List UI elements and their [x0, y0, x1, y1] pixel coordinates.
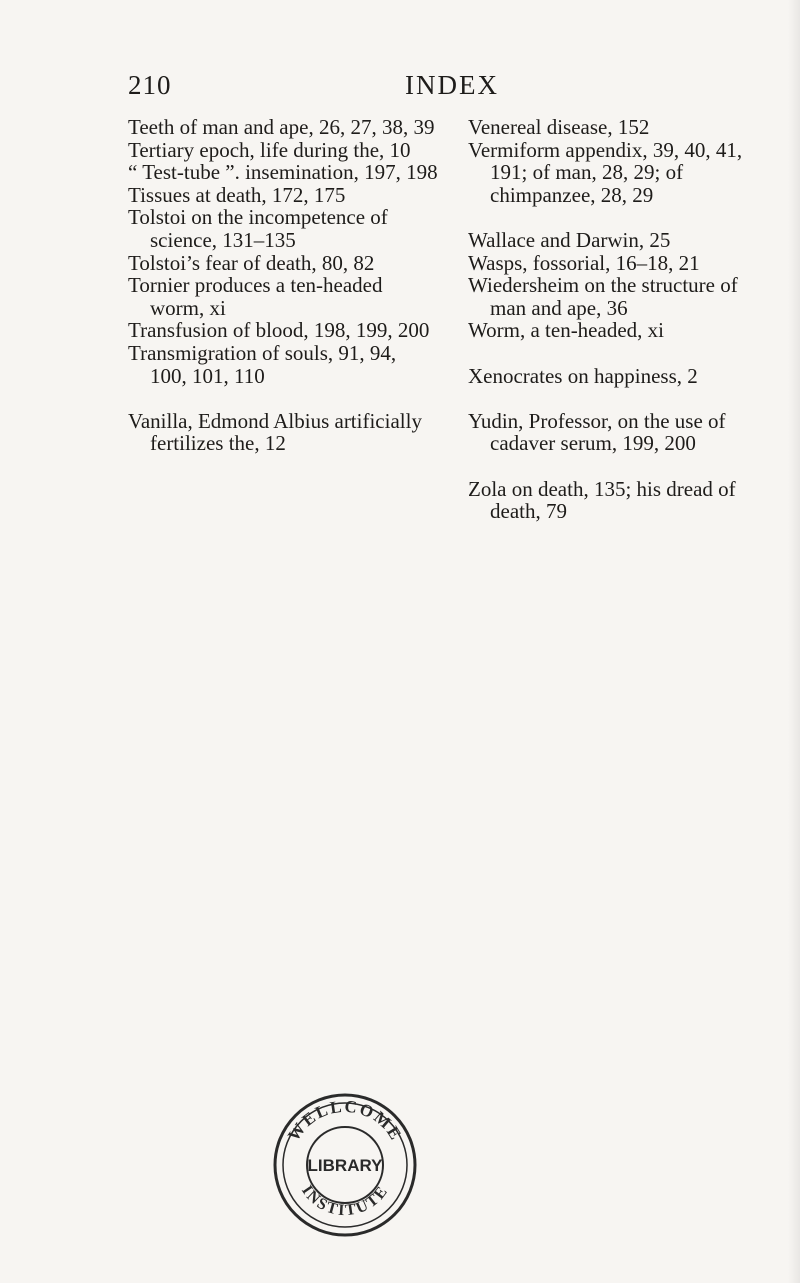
index-entry: Transfusion of blood, 198, 199, 200: [128, 318, 430, 343]
index-column-left: [128, 116, 438, 455]
index-entry: Tolstoi’s fear of death, 80, 82: [128, 250, 375, 275]
stamp-top-text: WELLCOME: [284, 1096, 407, 1145]
index-entry: Venereal disease, 152: [468, 115, 650, 139]
entry-gap: [468, 342, 773, 365]
index-entry: “ Test-tube ”. insemination, 197, 198: [128, 160, 438, 185]
page-edge-shadow: [788, 0, 800, 1283]
index-entry: Tornier produces a ten-headed worm, xi: [128, 273, 383, 320]
index-entry: Transmigration of souls, 91, 94, 100, 101, 110: [128, 340, 397, 388]
page-header: [0, 70, 800, 110]
index-entry: Teeth of man and ape, 26, 27, 38, 39: [128, 115, 435, 139]
index-entry: Wasps, fossorial, 16–18, 21: [468, 250, 700, 275]
index-entry: Yudin, Professor, on the use of cadaver serum, 199, 200: [468, 408, 726, 456]
index-entry: Wallace and Darwin, 25: [468, 227, 671, 252]
library-stamp: [270, 1090, 420, 1240]
index-entry: Wiedersheim on the structure of man and ape, 36: [468, 273, 738, 320]
index-column-right: [468, 116, 773, 523]
index-entry: Vermiform appendix, 39, 40, 41, 191; of man, 28, 29; of chimpanzee, 28, 29: [468, 137, 743, 207]
stamp-bottom-text: INSTITUTE: [298, 1182, 392, 1220]
index-entry: Tertiary epoch, life during the, 10: [128, 137, 411, 162]
index-entry: Vanilla, Edmond Albius artificially fertilizes the, 12: [128, 408, 422, 456]
entry-gap: [468, 387, 773, 410]
index-entry: Xenocrates on happiness, 2: [468, 363, 698, 388]
index-entry: Zola on death, 135; his dread of death, 79: [468, 476, 736, 524]
index-entry: Worm, a ten-headed, xi: [468, 318, 664, 343]
running-title: INDEX: [405, 70, 499, 100]
entry-gap: [128, 387, 438, 410]
stamp-middle-text: LIBRARY: [307, 1156, 383, 1175]
entry-gap: [468, 455, 773, 478]
index-entry: Tissues at death, 172, 175: [128, 182, 346, 207]
page-number: 210: [128, 70, 172, 100]
entry-gap: [468, 206, 773, 229]
index-entry: Tolstoi on the incompetence of science, 131–135: [128, 205, 388, 252]
